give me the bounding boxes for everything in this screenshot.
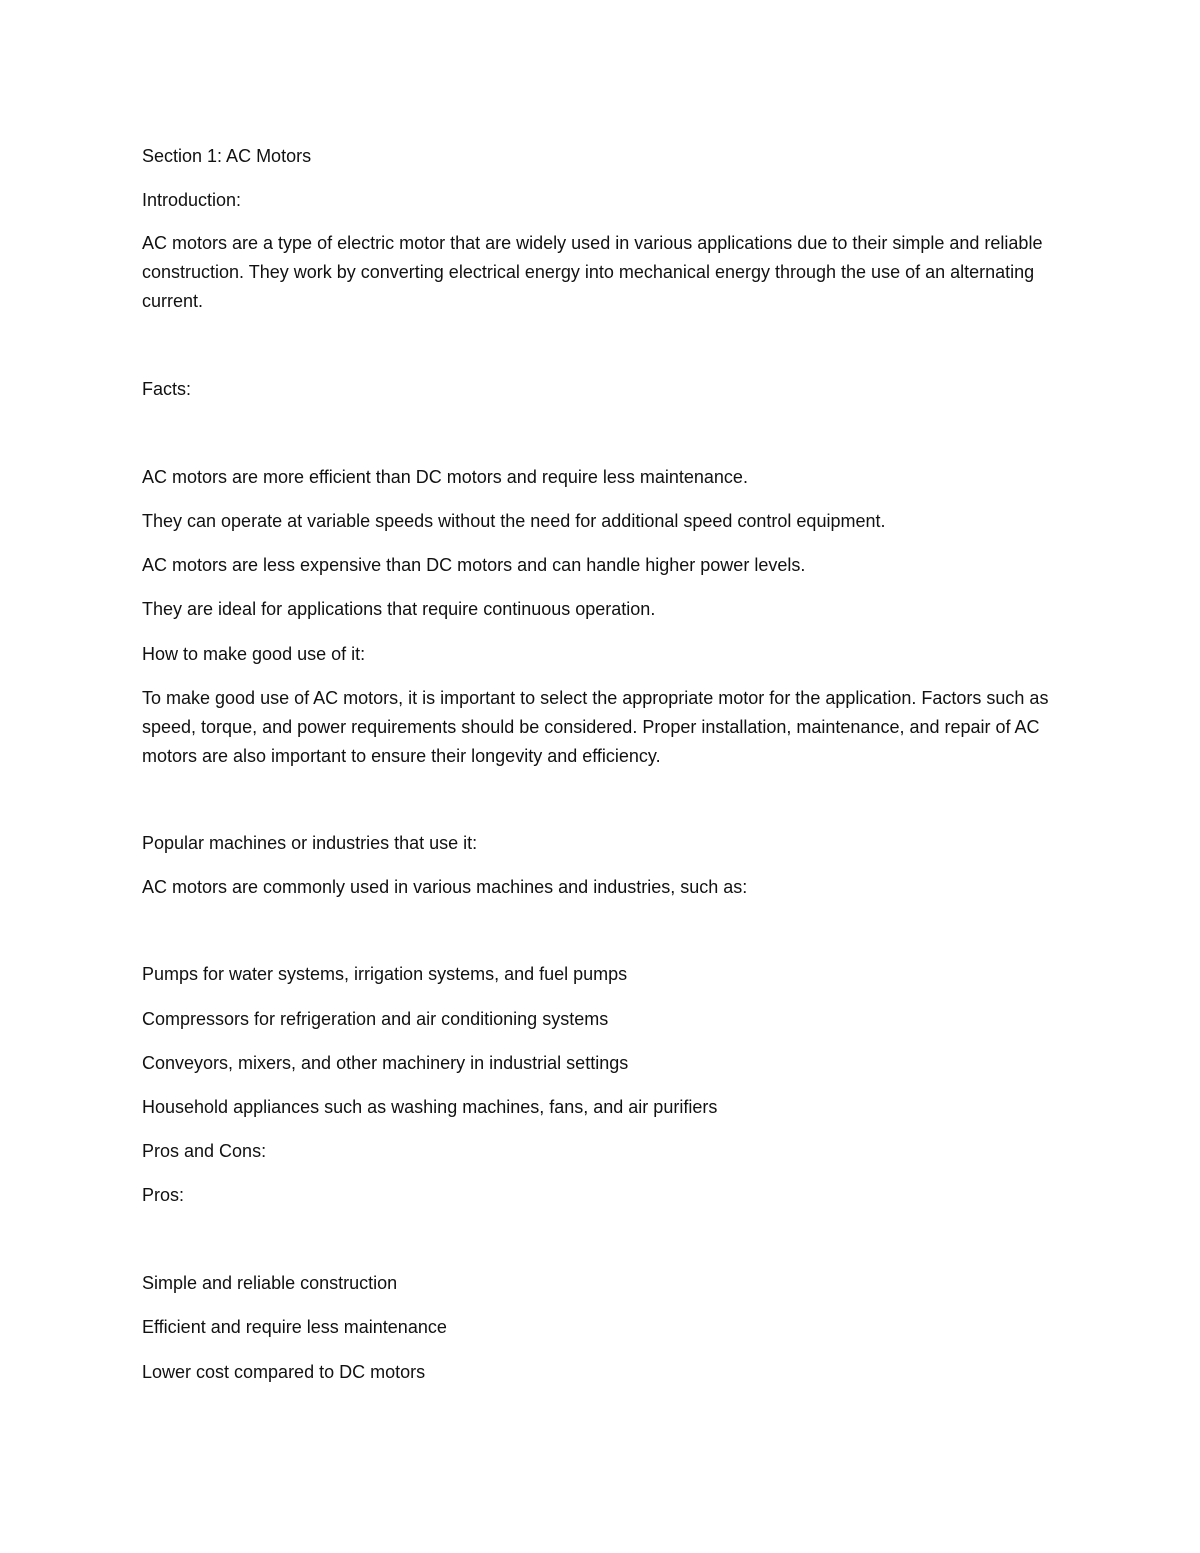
industry-item: Compressors for refrigeration and air conditioning systems <box>142 1009 609 1029</box>
facts-heading: Facts: <box>142 379 192 399</box>
section-title: Section 1: AC Motors <box>142 146 312 166</box>
industry-item: Household appliances such as washing machines, fans, and air purifiers <box>142 1097 718 1117</box>
industry-item: Pumps for water systems, irrigation systems, and fuel pumps <box>142 964 628 984</box>
industry-item: Conveyors, mixers, and other machinery in industrial settings <box>142 1053 629 1073</box>
fact-item: AC motors are less expensive than DC motors and can handle higher power levels. <box>142 555 806 575</box>
pros-item: Efficient and require less maintenance <box>142 1317 447 1337</box>
usage-heading: How to make good use of it: <box>142 644 366 664</box>
introduction-heading: Introduction: <box>142 190 242 210</box>
usage-paragraph: To make good use of AC motors, it is important to select the appropriate motor for the application. Factors such as speed, torque, and power requirements should be considered. Proper installation, maintenance, and repair of AC motors are also important to ensure their longevity and efficiency. <box>142 688 1049 766</box>
industries-heading: Popular machines or industries that use it: <box>142 833 478 853</box>
fact-item: They can operate at variable speeds without the need for additional speed control equipment. <box>142 511 886 531</box>
fact-item: AC motors are more efficient than DC motors and require less maintenance. <box>142 467 748 487</box>
pros-cons-heading: Pros and Cons: <box>142 1141 267 1161</box>
pros-item: Lower cost compared to DC motors <box>142 1362 426 1382</box>
industries-intro: AC motors are commonly used in various machines and industries, such as: <box>142 877 748 897</box>
fact-item: They are ideal for applications that require continuous operation. <box>142 599 656 619</box>
pros-item: Simple and reliable construction <box>142 1273 398 1293</box>
pros-heading: Pros: <box>142 1185 185 1205</box>
introduction-paragraph: AC motors are a type of electric motor that are widely used in various applications due to their simple and reliable construction. They work by converting electrical energy into mechanical energy through the use of an alternating current. <box>142 233 1043 311</box>
